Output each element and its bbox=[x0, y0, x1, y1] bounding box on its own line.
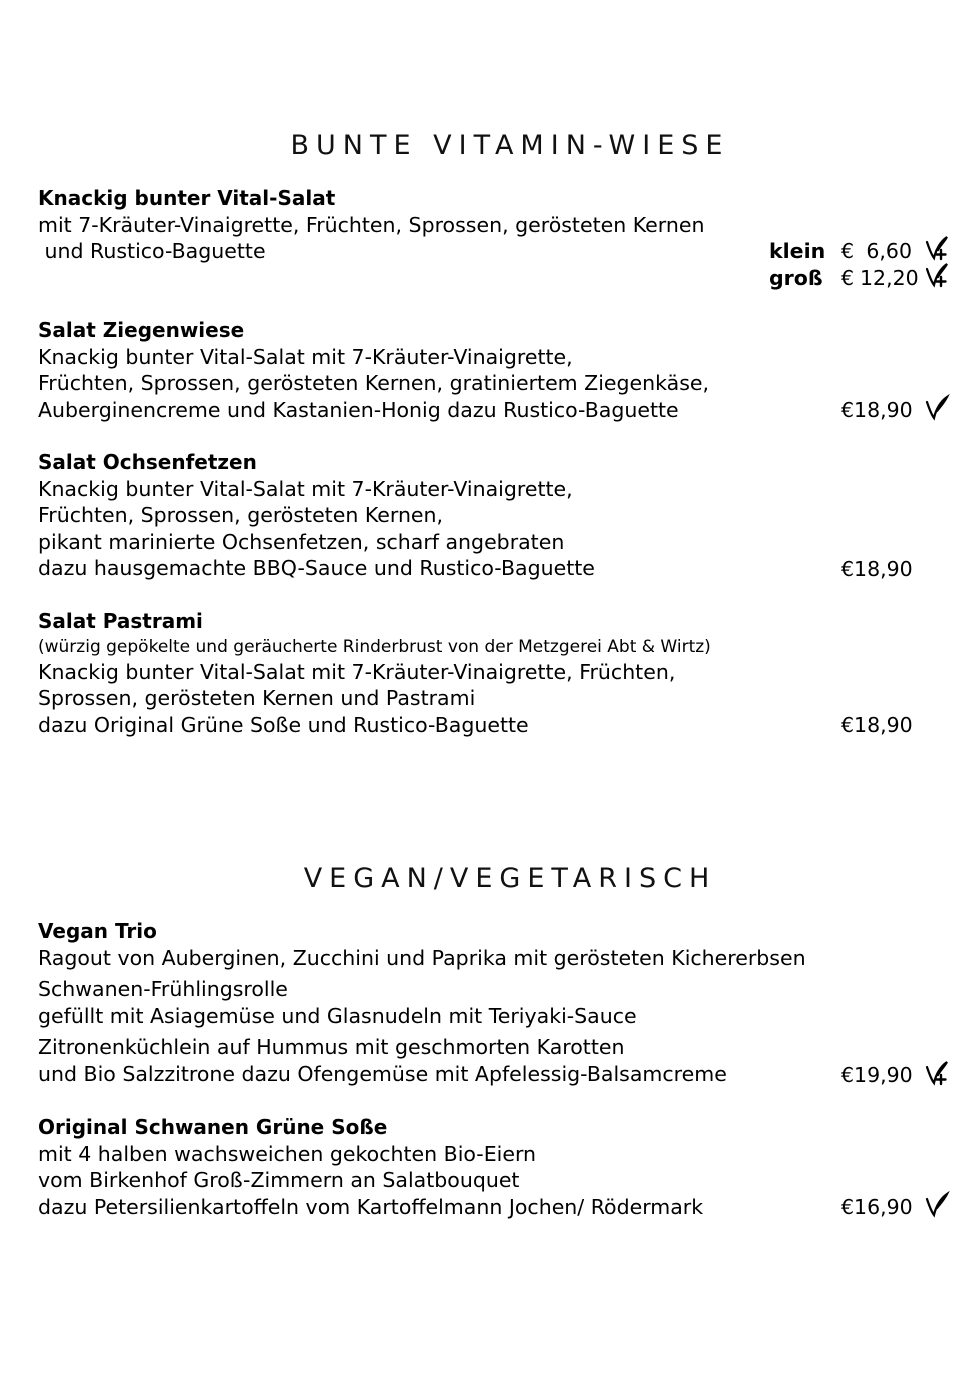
item-name: Salat Ziegenwiese bbox=[38, 318, 245, 342]
currency-symbol: € bbox=[841, 239, 855, 263]
item-description-line: mit 7-Kräuter-Vinaigrette, Früchten, Sprossen, gerösteten Kernen bbox=[38, 212, 705, 237]
price: €18,90 bbox=[841, 713, 913, 737]
item-description-line: Sprossen, gerösteten Kernen und Pastrami bbox=[38, 686, 476, 710]
item-description-line: und Rustico-Baguette bbox=[38, 239, 266, 263]
item-description-line: Knackig bunter Vital-Salat mit 7-Kräuter-Vinaigrette, Früchten, bbox=[38, 659, 676, 684]
section-title: VEGAN/VEGETARISCH bbox=[303, 863, 717, 894]
price: 12,20 bbox=[860, 266, 919, 290]
menu-item bbox=[38, 449, 958, 582]
item-description-line: gefüllt mit Asiagemüse und Glasnudeln mit Teriyaki-Sauce bbox=[38, 1003, 637, 1028]
item-description-line: Knackig bunter Vital-Salat mit 7-Kräuter-Vinaigrette, bbox=[38, 344, 573, 369]
price: €18,90 bbox=[841, 557, 913, 581]
vegetarian-leaf-icon bbox=[922, 394, 950, 422]
item-description-line: Zitronenküchlein auf Hummus mit geschmorten Karotten bbox=[38, 1035, 625, 1059]
menu-item bbox=[38, 1114, 958, 1220]
item-name: Vegan Trio bbox=[38, 919, 157, 943]
item-note: (würzig gepökelte und geräucherte Rinderbrust von der Metzgerei Abt & Wirtz) bbox=[38, 636, 711, 657]
item-description-line: Früchten, Sprossen, gerösteten Kernen, gratiniertem Ziegenkäse, bbox=[38, 371, 710, 395]
item-name: Knackig bunter Vital-Salat bbox=[38, 186, 336, 210]
vegan-leaf-icon bbox=[922, 261, 950, 289]
item-description-line: dazu hausgemachte BBQ-Sauce und Rustico-Baguette bbox=[38, 556, 595, 580]
vegetarian-leaf-icon bbox=[922, 1191, 950, 1219]
size-label: groß bbox=[769, 266, 823, 290]
item-description-line: mit 4 halben wachsweichen gekochten Bio-Eiern bbox=[38, 1141, 537, 1166]
item-name: Salat Pastrami bbox=[38, 609, 203, 633]
price: €16,90 bbox=[841, 1195, 913, 1219]
item-name: Salat Ochsenfetzen bbox=[38, 450, 257, 474]
vegan-leaf-icon bbox=[922, 1059, 950, 1087]
item-description-line: Knackig bunter Vital-Salat mit 7-Kräuter-Vinaigrette, bbox=[38, 476, 573, 501]
size-label: klein bbox=[769, 239, 826, 263]
vegan-leaf-icon bbox=[922, 234, 950, 262]
menu-item bbox=[38, 918, 958, 1087]
price: €19,90 bbox=[841, 1063, 913, 1087]
item-description-line: Ragout von Auberginen, Zucchini und Paprika mit gerösteten Kichererbsen bbox=[38, 945, 806, 970]
price: 6,60 bbox=[866, 239, 912, 263]
item-description-line: und Bio Salzzitrone dazu Ofengemüse mit Apfelessig-Balsamcreme bbox=[38, 1061, 727, 1086]
item-description-line: vom Birkenhof Groß-Zimmern an Salatbouquet bbox=[38, 1168, 520, 1192]
item-description-line: dazu Petersilienkartoffeln vom Kartoffelmann Jochen/ Rödermark bbox=[38, 1194, 704, 1219]
item-description-line: dazu Original Grüne Soße und Rustico-Baguette bbox=[38, 712, 529, 737]
section-title: BUNTE VITAMIN-WIESE bbox=[290, 130, 730, 161]
currency-symbol: € bbox=[841, 266, 855, 290]
item-description-line: Schwanen-Frühlingsrolle bbox=[38, 977, 288, 1001]
item-description-line: Früchten, Sprossen, gerösteten Kernen, bbox=[38, 503, 444, 527]
price: €18,90 bbox=[841, 398, 913, 422]
menu-item bbox=[38, 317, 958, 423]
item-description-line: Auberginencreme und Kastanien-Honig dazu Rustico-Baguette bbox=[38, 397, 679, 422]
item-name: Original Schwanen Grüne Soße bbox=[38, 1115, 388, 1139]
item-description-line: pikant marinierte Ochsenfetzen, scharf angebraten bbox=[38, 529, 565, 554]
menu-item bbox=[38, 608, 958, 738]
